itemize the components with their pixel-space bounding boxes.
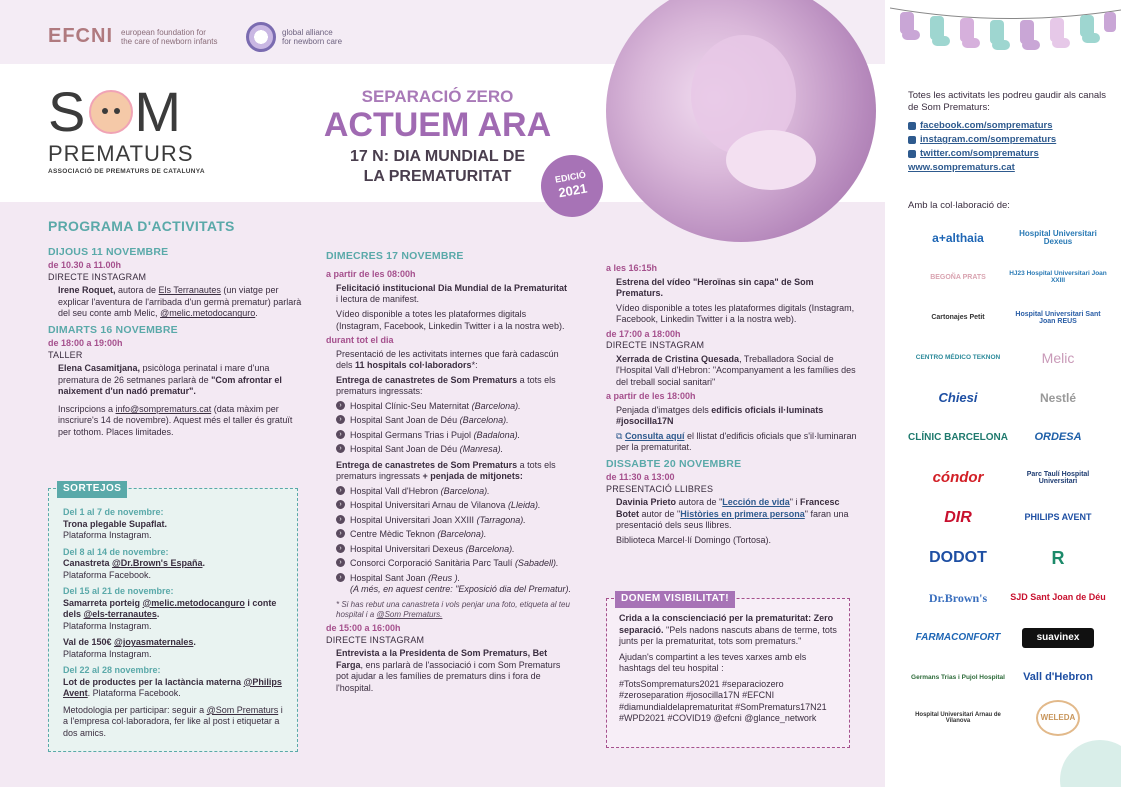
event-type: DIRECTE INSTAGRAM [606, 340, 705, 351]
draw-item: Trona plegable Supaflat. [63, 518, 168, 529]
program-column-2 [326, 246, 571, 697]
sponsor-logo: DIR [944, 508, 972, 526]
text: " faran una presentació dels seus llibres. [616, 508, 849, 531]
association-subtitle: ASSOCIACIÓ DE PREMATURS DE CATALUNYA [48, 168, 205, 176]
text: Inscripcions a [58, 403, 116, 414]
event-description [48, 363, 306, 438]
city: (Barcelona). [440, 485, 490, 496]
event-description [326, 648, 571, 694]
twitter-icon [908, 150, 916, 158]
event-time: a partir de les 08:00h [326, 269, 416, 280]
arrow-icon: › [336, 529, 345, 538]
call-title: Crida a la conscienciació per la prematuritat: Zero separació. [619, 613, 834, 635]
sponsor-logo: SJD Sant Joan de Déu [1010, 592, 1106, 603]
text: Penjada d'imatges dels [616, 404, 712, 415]
program-title: PROGRAMA D'ACTIVITATS [48, 218, 235, 234]
sponsor-logo: R [1051, 547, 1065, 568]
arrow-icon: › [336, 515, 345, 524]
event-title: Estrena del vídeo "Heroïnas sin capa" de Som Prematurs. [616, 276, 814, 299]
separacio-zero: SEPARACIÓ ZERO [361, 87, 514, 106]
global-alliance-text [282, 28, 342, 46]
day-heading: DIMECRES 17 NOVEMBRE [326, 250, 464, 262]
city: (Manresa). [459, 444, 504, 455]
text: Ajudan's compartint a les teves xarxes amb els hashtags del teu hospital : [619, 651, 807, 674]
event-type: DIRECTE INSTAGRAM [48, 271, 147, 282]
hospital-name: Consorci Corporació Sanitària Parc Taulí [350, 558, 513, 569]
text: Presentació de les activitats internes que farà cadascún dels [336, 348, 559, 371]
event-title: Entrevista a la Presidenta de Som Prematurs, Bet Farga [336, 648, 548, 670]
sponsor-logo: BEGOÑA PRATS [930, 274, 986, 282]
text: , ens parlarà de l'associació i com Som Prematurs pot ajudar a les famílies de prematurs dins i fora de l'hospital. [336, 659, 561, 693]
text: a tots els prematurs ingressats: [336, 374, 556, 397]
sponsor-logo: Germans Trias i Pujol Hospital [911, 673, 1005, 681]
consulta-link[interactable]: Consulta aquí [624, 430, 685, 441]
external-link-icon: ⧉ [616, 430, 625, 441]
efcni-subtitle [121, 28, 218, 46]
city: (Sabadell). [514, 558, 559, 569]
list-item [336, 486, 571, 498]
text: autora de [115, 285, 159, 296]
sponsor-logo: Hospital Universitari Sant Joan REUS [1015, 310, 1101, 325]
text: el llistat d'edificis oficials que s'il·luminaran per la prematuritat. [616, 430, 857, 453]
hospital-name: Hospital Universitari Dexeus [350, 543, 464, 554]
draw-date: Del 1 al 7 de novembre: [63, 507, 164, 517]
event-title: Entrega de canastretes de Som Prematurs [336, 374, 518, 385]
draw-date: Del 15 al 21 de novembre: [63, 586, 174, 597]
sponsor-logo: Melic [1041, 349, 1075, 366]
text: i lectura de manifest. [336, 294, 420, 305]
city: (Reus ). [428, 572, 461, 583]
list-item [336, 415, 571, 427]
arrow-icon: › [336, 430, 345, 439]
sponsor-logo: FARMACONFORT [915, 631, 1001, 643]
text: autora de " [676, 497, 723, 508]
ga-line: global alliance [282, 27, 333, 37]
facebook-link[interactable] [908, 120, 1108, 132]
sponsor-logo: CENTRO MÉDICO TEKNON [915, 353, 1001, 361]
visibility-tag: DONEM VISIBILITAT! [615, 591, 735, 608]
draw-date: Del 22 al 28 novembre: [63, 665, 161, 676]
facebook-icon [908, 122, 916, 130]
text: (data màxim per inscriure's 14 de novembre). Aquest més el taller és gratuït per tothom. Places limitades. [58, 403, 293, 437]
event-title: 11 hospitals col·laboradors [355, 360, 472, 371]
hospital-name: Hospital Germans Trias i Pujol [350, 429, 472, 440]
edition-year: 2021 [557, 180, 589, 201]
link-text: twitter.com/somprematurs [920, 148, 1039, 160]
sponsor-logo: Vall d'Hebron [1023, 671, 1093, 684]
day-heading: DIMARTS 16 NOVEMBRE [48, 323, 178, 336]
sponsor-grid [908, 218, 1108, 738]
arrow-icon: › [336, 415, 345, 424]
som-wordmark [48, 80, 218, 143]
day-heading: DIJOUS 11 NOVEMBRE [48, 245, 169, 258]
city: (Barcelona). [471, 400, 521, 411]
dia-mundial [300, 147, 575, 185]
list-item [336, 444, 571, 456]
som-letter: S [48, 80, 89, 143]
note: (A més, en aquest centre: "Exposició dia del Prematur). [350, 584, 571, 595]
city: (Barcelona). [465, 543, 515, 554]
global-alliance-logo [246, 22, 342, 52]
link-text: instagram.com/somprematurs [920, 134, 1057, 146]
event-time: de 18:00 a 19:00h [48, 338, 123, 349]
som-handle-link[interactable]: @Som Prematurs. [376, 610, 443, 620]
event-description [606, 277, 861, 326]
text: . [156, 609, 160, 620]
text: . [202, 558, 205, 569]
event-time: de 17:00 a 18:00h [606, 328, 681, 339]
socks-garland-illustration [890, 0, 1121, 70]
sponsor-logo: suavinex [1022, 628, 1094, 648]
som-letter: M [134, 80, 185, 143]
book-link[interactable]: Històries en primera persona [680, 508, 805, 519]
event-description [606, 497, 861, 546]
city: (Tarragona). [476, 514, 526, 525]
speaker-name: Xerrada de Cristina Quesada [616, 353, 740, 364]
edition-label: EDICIÓ [554, 169, 587, 185]
city: (Lleida). [507, 500, 541, 511]
sponsor-logo: a+althaia [932, 230, 984, 245]
footnote: * Si has rebut una canastreta i vols penjar una foto, etiqueta al teu hospital i a [336, 599, 570, 620]
link-text: facebook.com/somprematurs [920, 120, 1053, 131]
sponsor-logo: ORDESA [1034, 431, 1082, 444]
efcni-logo [48, 24, 218, 50]
hero-photo [606, 0, 876, 242]
brand-handle-link[interactable]: @els-terranautes [83, 609, 157, 620]
event-time: de 15:00 a 16:00h [326, 623, 401, 634]
instagram-handle-link[interactable]: @melic.metodocanguro [160, 308, 256, 319]
sponsor-logo: DODOT [929, 548, 987, 566]
list-item [336, 544, 571, 556]
brand-handle-link[interactable]: @melic.metodocanguro [142, 597, 245, 608]
hospital-name: Hospital Sant Joan [350, 572, 426, 583]
brand-handle-link[interactable]: @Dr.Brown's España [112, 558, 203, 569]
book-link[interactable]: Els Terranautes [158, 285, 221, 296]
hospital-name: Hospital Sant Joan de Déu [350, 415, 458, 426]
text: Vídeo disponible a totes les plataformes digitals (Instagram, Facebook, Linkedin Twitter i a la nostra web). [616, 302, 855, 325]
draw-item: Samarreta porteig [63, 597, 143, 608]
draw-item: Lot de productes per la lactància materna [63, 676, 244, 687]
hospital-name: Hospital Vall d'Hebron [350, 485, 439, 496]
sponsor-logo: WELEDA [1036, 700, 1080, 736]
sponsor-logo: Cartonajes Petit [931, 314, 985, 322]
event-time: a les 16:15h [606, 263, 658, 273]
event-time: de 10.30 a 11.00h [48, 260, 122, 271]
text: Vídeo disponible a totes les plataformes digitals (Instagram, Facebook, Linkedin Twitter i a la nostra web). [336, 308, 565, 331]
event-description [326, 349, 571, 621]
sponsor-logo: PHILIPS AVENT [1024, 512, 1092, 523]
sponsor-logo: Parc Taulí Hospital Universitari [1026, 470, 1090, 485]
event-title: + penjada de mitjonets: [422, 471, 523, 482]
sponsor-logo: cóndor [932, 469, 984, 487]
text: i conte dels [63, 597, 277, 620]
event-description [48, 285, 306, 320]
website-link[interactable] [908, 162, 1108, 174]
sponsor-logo: HJ23 Hospital Universitari Joan XXIII [1009, 270, 1107, 284]
speaker-name: Irene Roquet, [58, 285, 116, 296]
ga-line: for newborn care [282, 37, 343, 46]
som-prematurs-logo [48, 80, 218, 176]
text: . [193, 637, 196, 648]
text: . [255, 308, 258, 319]
event-description [606, 405, 861, 454]
text: " i [789, 497, 800, 508]
hospital-name: Hospital Sant Joan de Déu [350, 444, 458, 455]
city: (Badalona). [473, 429, 521, 440]
email-link[interactable]: info@somprematurs.cat [115, 403, 212, 414]
sponsor-logo: Hospital Universitari Arnau de Vilanova [915, 711, 1001, 724]
city: (Barcelona). [437, 529, 487, 540]
brand-handle-link[interactable]: @Philips Avent [63, 676, 282, 699]
draw-platform: Plataforma Instagram. [63, 620, 152, 631]
draw-date: Del 8 al 14 de novembre: [63, 546, 169, 557]
visibility-box [606, 593, 850, 748]
hospital-name: Hospital Universitari Arnau de Vilanova [350, 500, 506, 511]
twitter-link[interactable] [908, 148, 1108, 160]
brand-handle-link[interactable]: @joyasmaternales [114, 637, 194, 648]
prematurs-wordmark: PREMATURS [48, 141, 194, 166]
day-heading: DISSABTE 20 NOVEMBRE [606, 457, 742, 470]
arrow-icon: › [336, 573, 345, 582]
text: "Pels nadons nascuts abans de terme, tots junts per la prematuritat, tots som prematurs." [619, 624, 837, 647]
hospital-list [336, 486, 571, 596]
sponsor-logo: Dr.Brown's [928, 590, 988, 605]
venue: Biblioteca Marcel·lí Domingo (Tortosa). [616, 534, 772, 545]
list-item [336, 500, 571, 512]
list-item [336, 558, 571, 570]
sponsor-logo: Hospital Universitari Dexeus [1019, 228, 1097, 246]
draw-platform: Plataforma Instagram. [63, 530, 152, 541]
arrow-icon: › [336, 486, 345, 495]
link-text: www.somprematurs.cat [908, 162, 1015, 174]
hospital-name: Hospital Universitari Joan XXIII [350, 514, 475, 525]
list-item [336, 401, 571, 413]
sponsor-logo: Chiesi [938, 390, 978, 406]
headline [300, 86, 575, 186]
event-title: Felicitació institucional Dia Mundial de la Prematuritat [336, 282, 568, 293]
book-link[interactable]: Lección de vida [722, 497, 790, 508]
arrow-icon: › [336, 558, 345, 567]
speaker-name: Elena Casamitjana, [58, 363, 141, 374]
list-item [336, 430, 571, 442]
city: (Barcelona). [459, 415, 509, 426]
global-alliance-icon [246, 22, 276, 52]
text: a tots els prematurs ingressats [336, 459, 556, 482]
text: psicòloga perinatal i mare d'una prematura de 26 setmanes parlarà de [58, 363, 270, 385]
hashtags: #TotsSomprematurs2021 #separaciozero #zeroseparation #josocilla17N #EFCNI #diamundialdelaprematuritat #SomPrematurs17N21 #WPD2021 #COVID19 @efcni @glance_network [619, 678, 827, 724]
text: (un viatge per explicar l'aventura de l'arribada d'un germà prematur) parlarà del seu conte amb Melic, [58, 285, 302, 319]
draw-platform: . Plataforma Facebook. [87, 688, 181, 699]
event-time: de 11:30 a 13:00 [606, 472, 675, 483]
sortejos-box [48, 483, 298, 752]
actuem-ara: ACTUEM ARA [323, 105, 552, 144]
text: i a l'empresa col·laboradora, fer like al post i etiquetar a dos amics. [63, 704, 283, 738]
arrow-icon: › [336, 544, 345, 553]
som-handle-link[interactable]: @Som Prematurs [206, 704, 279, 715]
text: Metodologia per participar: seguir a [63, 704, 207, 715]
collaboration-label: Amb la col·laboració de: [908, 200, 1010, 211]
sortejos-tag: SORTEJOS [57, 481, 127, 498]
hospital-list [336, 401, 571, 456]
draw-platform: Plataforma Facebook. [63, 569, 152, 580]
instagram-icon [908, 136, 916, 144]
arrow-icon: › [336, 401, 345, 410]
dia-line: LA PREMATURITAT [363, 167, 512, 185]
arrow-icon: › [336, 500, 345, 509]
sponsor-logo: Nestlé [1039, 390, 1077, 405]
event-type: TALLER [48, 349, 83, 360]
list-item [336, 573, 571, 596]
baby-face-icon [89, 90, 133, 134]
author-name: Francesc Botet [616, 497, 840, 519]
event-time: durant tot el dia [326, 335, 394, 346]
event-description [326, 283, 571, 332]
list-item [336, 515, 571, 527]
hospital-name: Centre Mèdic Teknon [350, 529, 435, 540]
channels-intro: Totes les activitats les podreu gaudir als canals de Som Prematurs: [908, 90, 1107, 114]
channel-links [908, 120, 1108, 177]
efcni-wordmark: EFCNI [48, 25, 113, 47]
event-type: DIRECTE INSTAGRAM [326, 634, 425, 645]
instagram-link[interactable] [908, 134, 1108, 146]
hospital-name: Hospital Clínic-Seu Maternitat [350, 400, 470, 411]
event-time: a partir de les 18:00h [606, 391, 696, 402]
sponsor-logo: CLÍNIC BARCELONA [908, 431, 1008, 443]
text: *: [471, 360, 478, 371]
event-title: edificis oficials il·luminats #josocilla17N [616, 404, 824, 427]
text: , Treballadora Social de l'Hospital Vall d'Hebron: "Acompanyament a les famílies des del treball social sanitari" [616, 353, 856, 387]
draw-item: Val de 150€ [63, 637, 115, 648]
dia-line: 17 N: DIA MUNDIAL DE [349, 148, 526, 166]
event-description [606, 354, 861, 389]
author-name: Davinia Prieto [616, 497, 677, 508]
efcni-subtitle-line: european foundation for [121, 27, 206, 37]
efcni-subtitle-line: the care of newborn infants [121, 36, 218, 46]
arrow-icon: › [336, 444, 345, 453]
talk-title: "Com afrontar el naixement d'un nadó prematur". [58, 374, 282, 397]
draw-item: Canastreta [63, 558, 113, 569]
event-type: PRESENTACIÓ LLIBRES [606, 483, 714, 494]
draw-platform: Plataforma Instagram. [63, 648, 152, 659]
list-item [336, 529, 571, 541]
text: autor de " [639, 508, 681, 519]
program-column-3 [606, 262, 861, 549]
baby-shape [726, 130, 816, 190]
program-column-1 [48, 218, 306, 441]
event-title: Entrega de canastretes de Som Prematurs [336, 459, 518, 470]
